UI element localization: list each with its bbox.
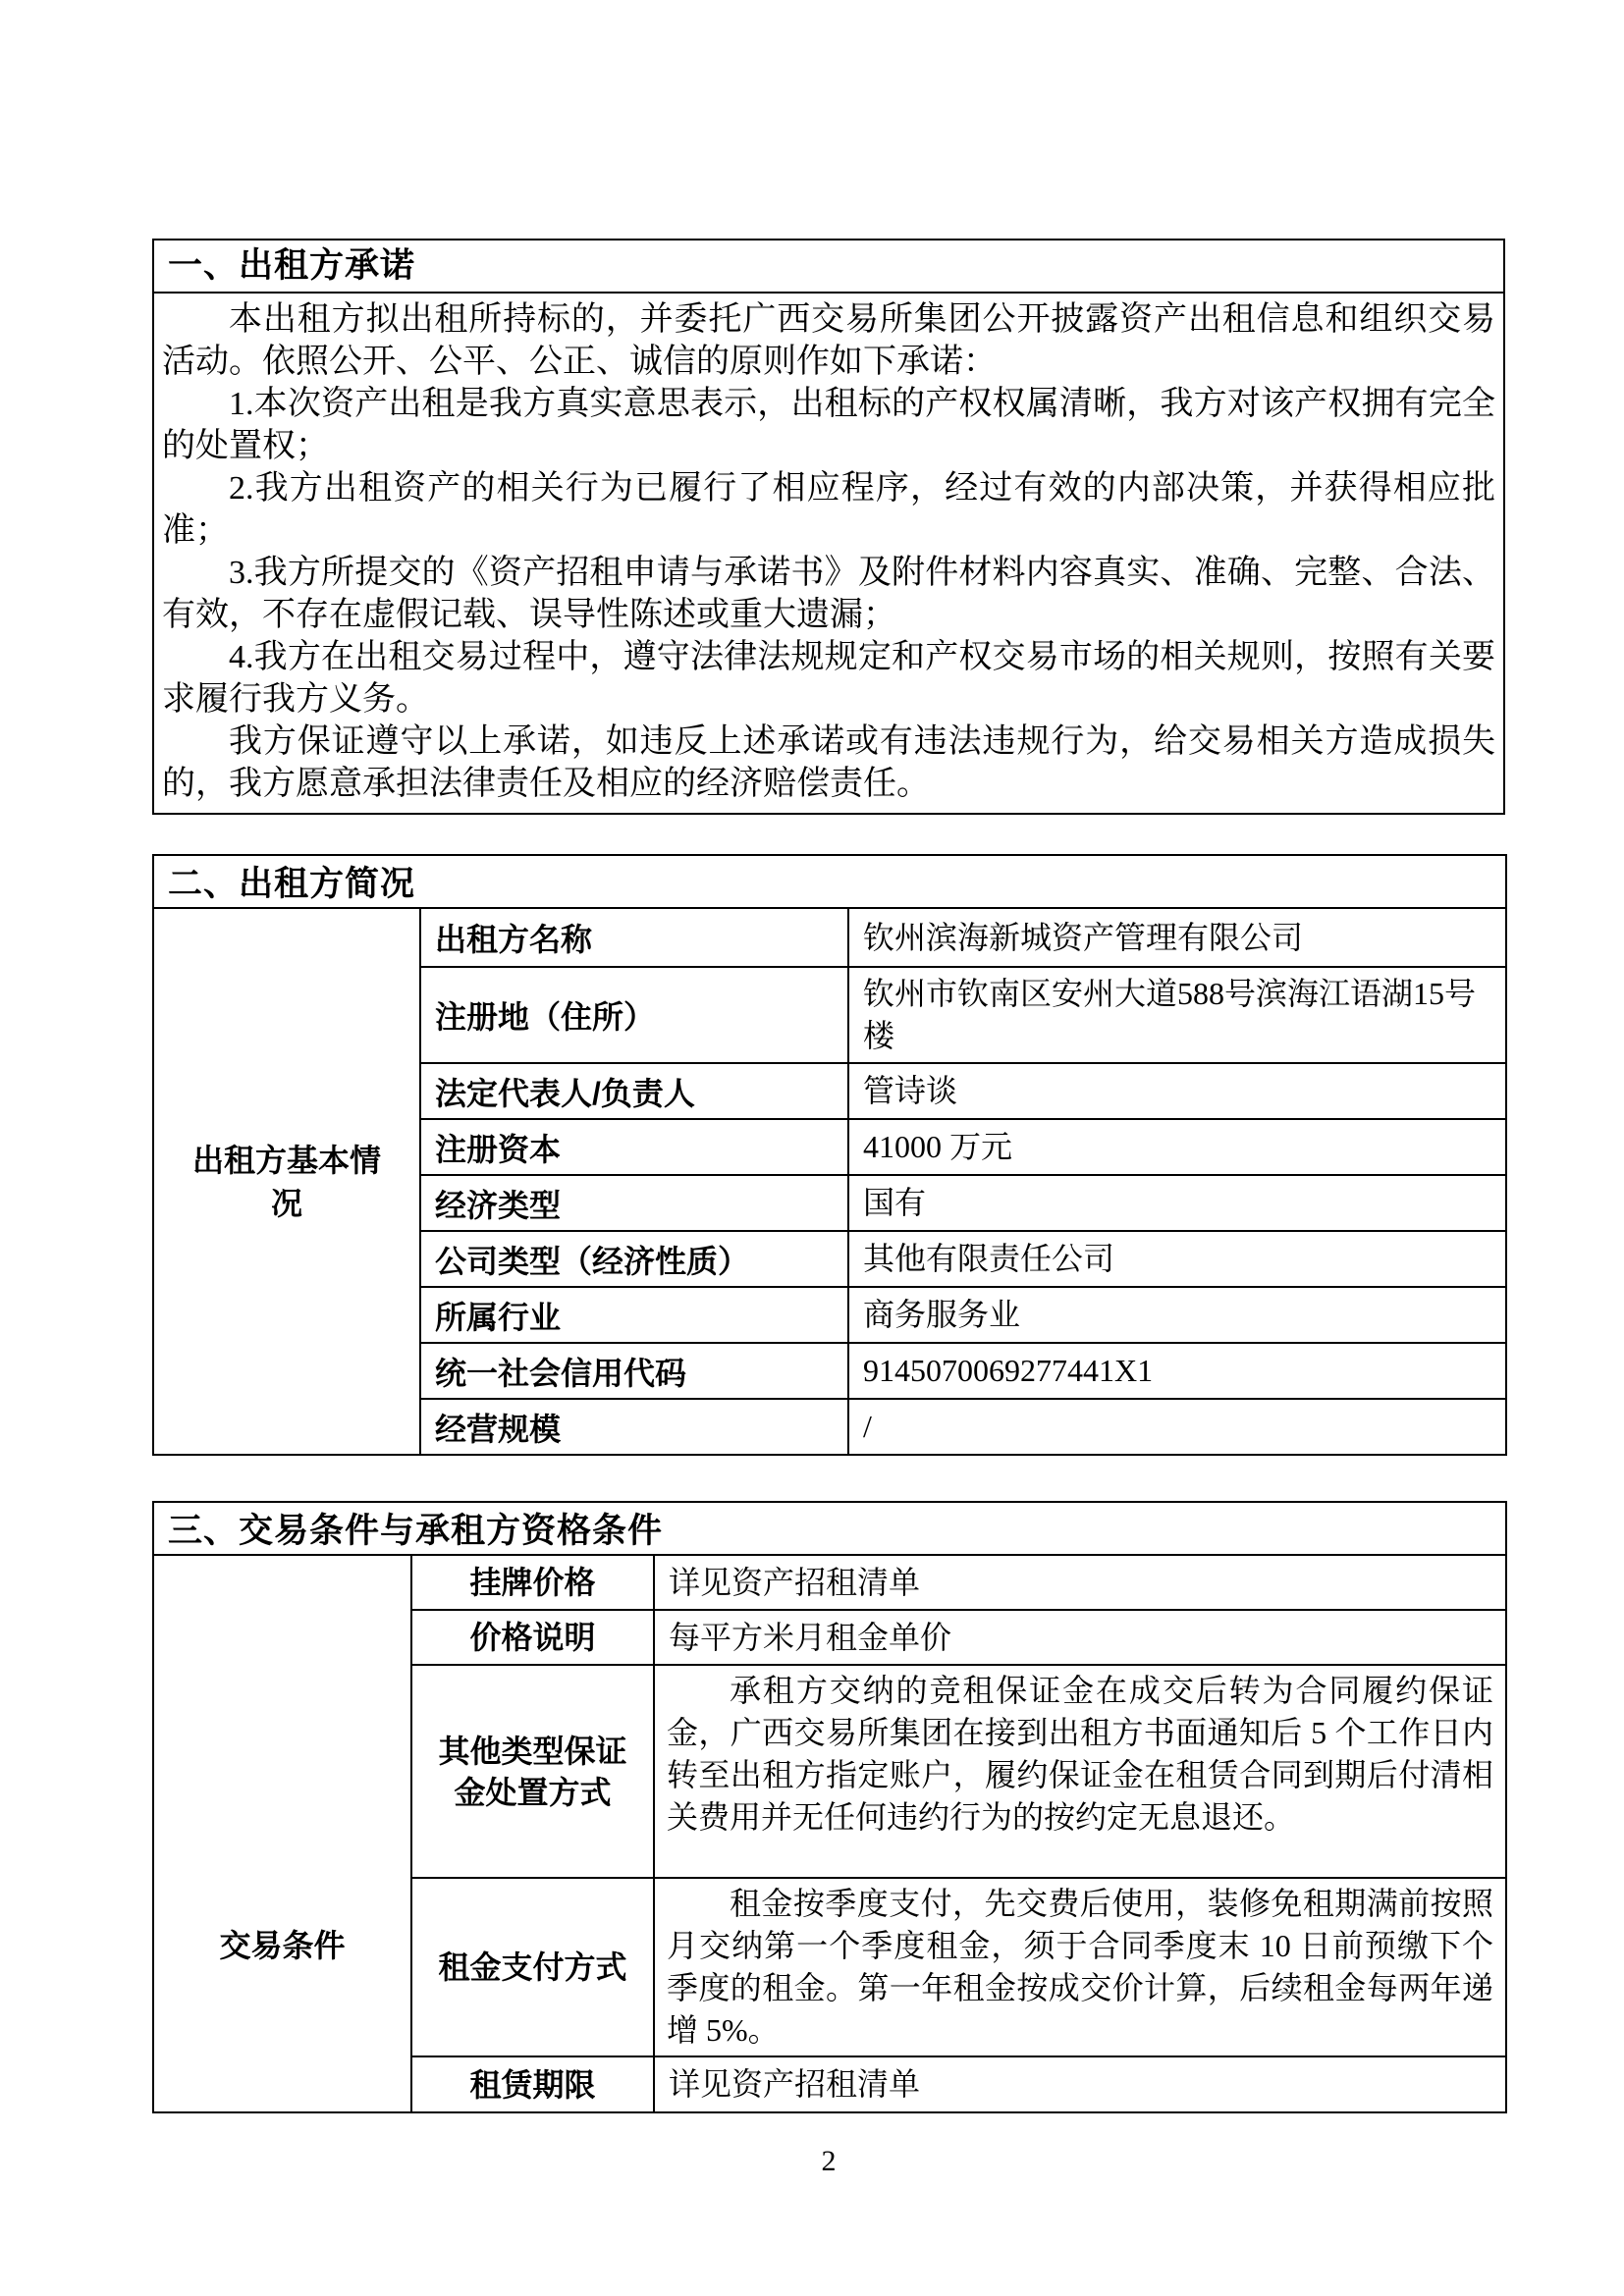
field-value: 承租方交纳的竞租保证金在成交后转为合同履约保证金，广西交易所集团在接到出租方书面通知后 5 个工作日内转至出租方指定账户，履约保证金在租赁合同到期后付清相关费用并无任何违约行为的按约定无息退还。 (654, 1665, 1506, 1878)
field-label: 租赁期限 (411, 2056, 654, 2112)
table-row (153, 1555, 1506, 1610)
section2-title: 二、出租方简况 (153, 855, 1506, 908)
field-value: 钦州市钦南区安州大道588号滨海江语湖15号楼 (848, 967, 1506, 1063)
field-value: 商务服务业 (848, 1287, 1506, 1343)
field-value: 每平方米月租金单价 (654, 1610, 1506, 1665)
field-label: 所属行业 (420, 1287, 848, 1343)
field-value: 9145070069277441X1 (848, 1343, 1506, 1399)
section3-row-header: 交易条件 (153, 1555, 411, 2112)
table-row (153, 1502, 1506, 1555)
commitment-paragraph: 3.我方所提交的《资产招租申请与承诺书》及附件材料内容真实、准确、完整、合法、有效，不存在虚假记载、误导性陈述或重大遗漏； (162, 555, 1495, 633)
section2-row-header: 出租方基本情况 (153, 908, 420, 1455)
field-value: 国有 (848, 1175, 1506, 1231)
field-label: 经济类型 (420, 1175, 848, 1231)
commitment-paragraph: 本出租方拟出租所持标的，并委托广西交易所集团公开披露资产出租信息和组织交易活动。依照公开、公平、公正、诚信的原则作如下承诺： (162, 301, 1495, 380)
field-label: 价格说明 (411, 1610, 654, 1665)
section-trade-conditions (152, 1501, 1507, 2113)
field-value: 钦州滨海新城资产管理有限公司 (848, 908, 1506, 967)
commitment-paragraph: 4.我方在出租交易过程中，遵守法律法规规定和产权交易市场的相关规则，按照有关要求履行我方义务。 (162, 639, 1495, 718)
field-label: 统一社会信用代码 (420, 1343, 848, 1399)
field-value: 管诗谈 (848, 1063, 1506, 1119)
field-value: / (848, 1399, 1506, 1455)
commitment-paragraph: 2.我方出租资产的相关行为已履行了相应程序，经过有效的内部决策，并获得相应批准； (162, 470, 1495, 549)
commitment-paragraph: 我方保证遵守以上承诺，如违反上述承诺或有违法违规行为，给交易相关方造成损失的，我方愿意承担法律责任及相应的经济赔偿责任。 (162, 723, 1495, 802)
field-label: 出租方名称 (420, 908, 848, 967)
section1-body (154, 294, 1503, 813)
section-lessor-profile (152, 854, 1507, 1456)
table-row (153, 908, 1506, 967)
field-label: 注册地（住所） (420, 967, 848, 1063)
field-label: 其他类型保证金处置方式 (411, 1665, 654, 1878)
field-label: 注册资本 (420, 1119, 848, 1175)
field-label: 公司类型（经济性质） (420, 1231, 848, 1287)
section-lessor-commitment (152, 239, 1505, 815)
field-label: 经营规模 (420, 1399, 848, 1455)
page-number: 2 (821, 2145, 837, 2177)
commitment-paragraph: 1.本次资产出租是我方真实意思表示，出租标的产权权属清晰，我方对该产权拥有完全的处置权； (162, 386, 1495, 464)
section3-title: 三、交易条件与承租方资格条件 (153, 1502, 1506, 1555)
field-value: 租金按季度支付，先交费后使用，装修免租期满前按照月交纳第一个季度租金，须于合同季度末 10 日前预缴下个季度的租金。第一年租金按成交价计算，后续租金每两年递增 5%。 (654, 1878, 1506, 2056)
field-value: 详见资产招租清单 (654, 1555, 1506, 1610)
document-content (152, 0, 1505, 2178)
field-label: 租金支付方式 (411, 1878, 654, 2056)
field-value: 41000 万元 (848, 1119, 1506, 1175)
field-value: 详见资产招租清单 (654, 2056, 1506, 2112)
section1-title: 一、出租方承诺 (154, 240, 1503, 294)
field-value: 其他有限责任公司 (848, 1231, 1506, 1287)
field-label: 法定代表人/负责人 (420, 1063, 848, 1119)
table-row (153, 855, 1506, 908)
field-label: 挂牌价格 (411, 1555, 654, 1610)
